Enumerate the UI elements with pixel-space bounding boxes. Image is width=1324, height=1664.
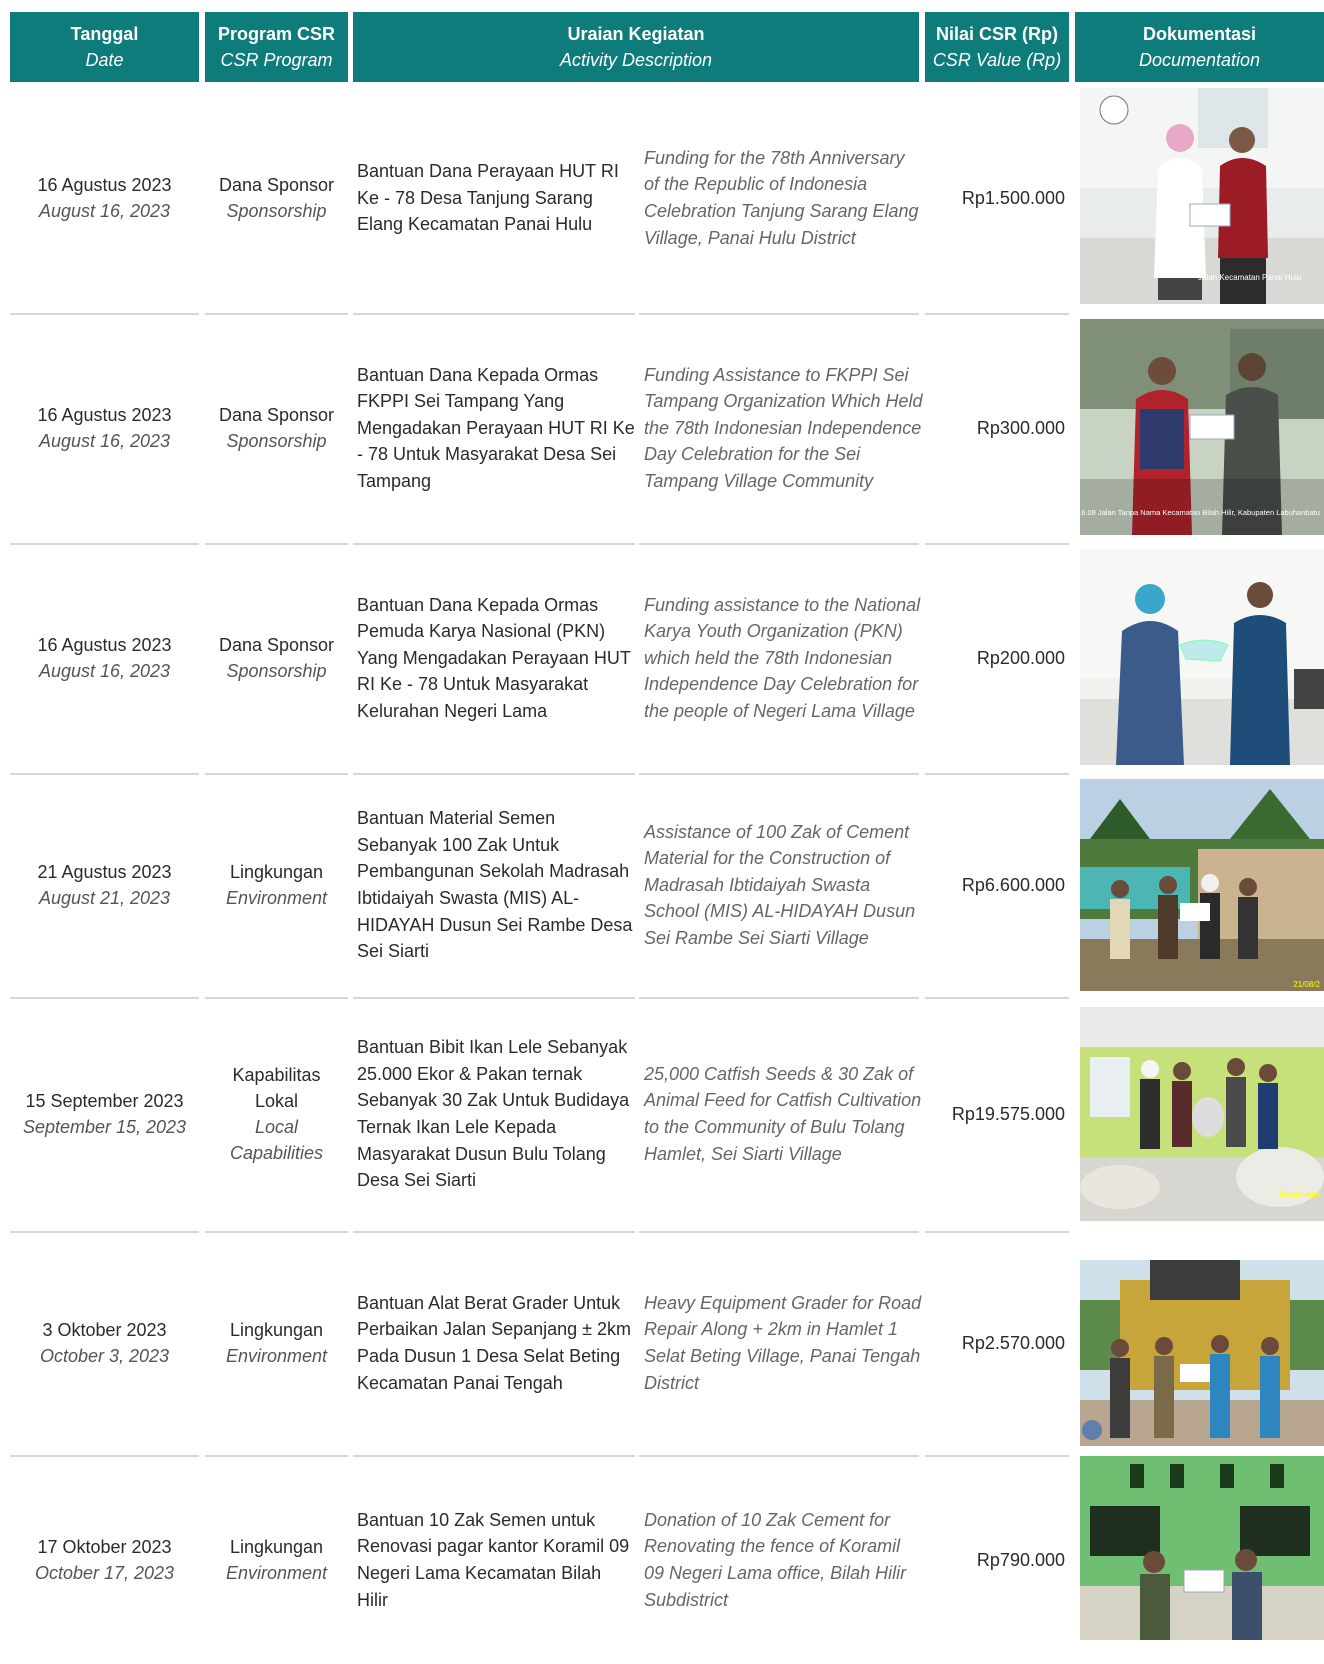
date-id: 16 Agustus 2023 [37, 405, 172, 425]
header-program-id: Program CSR [217, 24, 336, 44]
header-documentation-en: Documentation [1138, 50, 1261, 70]
table-row [0, 84, 1324, 312]
date-cell [10, 774, 199, 996]
header-activity-en: Activity Description [559, 50, 713, 70]
date-en: August 16, 2023 [38, 201, 171, 221]
program-id: Dana Sponsor [218, 635, 335, 655]
activity-description-en: Assistance of 100 Zak of Cement Material for the Construction of Madrasah Ibtidaiyah Swasta School (MIS) AL-HIDAYAH Dusun Sei Rambe Sei Siarti Village [644, 821, 916, 948]
header-date-en: Date [85, 50, 124, 70]
column-header-value [925, 12, 1069, 82]
csr-value: Rp6.600.000 [961, 874, 1065, 895]
activity-description-id: Bantuan Dana Kepada Ormas Pemuda Karya Nasional (PKN) Yang Mengadakan Perayaan HUT RI Ke - 78 Untuk Masyarakat Kelurahan Negeri Lama [357, 594, 631, 721]
activity-description-en: Funding assistance to the National Karya Youth Organization (PKN) which held the 78th Indonesian Independence Day Celebration for the people of Negeri Lama Village [644, 594, 921, 721]
date-cell [10, 84, 199, 312]
date-id: 3 Oktober 2023 [42, 1320, 167, 1340]
date-en: October 17, 2023 [34, 1563, 175, 1583]
csr-value: Rp300.000 [976, 417, 1065, 438]
photo-stamp-text: 21/08/2 [1293, 980, 1320, 989]
program-en: Environment [225, 1563, 328, 1583]
date-en: August 21, 2023 [38, 888, 171, 908]
header-date-id: Tanggal [70, 24, 139, 44]
program-id: Dana Sponsor [218, 175, 335, 195]
activity-description-en: Heavy Equipment Grader for Road Repair Along + 2km in Hamlet 1 Selat Beting Village, Panai Tengah District [644, 1292, 922, 1393]
documentation-photo [1080, 88, 1324, 304]
program-en: Environment [225, 1346, 328, 1366]
table-row [0, 1456, 1324, 1664]
table-row [0, 774, 1324, 996]
activity-description-en: Funding Assistance to FKPPI Sei Tampang Organization Which Held the 78th Indonesian Independence Day Celebration for the Sei Tampang Village Community [644, 364, 923, 491]
csr-value: Rp200.000 [976, 647, 1065, 668]
column-header-program [205, 12, 348, 82]
activity-description-id: Bantuan Dana Kepada Ormas FKPPI Sei Tampang Yang Mengadakan Perayaan HUT RI Ke - 78 Untuk Masyarakat Desa Sei Tampang [357, 364, 635, 491]
date-cell [10, 1232, 199, 1454]
date-cell [10, 998, 199, 1230]
date-id: 15 September 2023 [25, 1091, 184, 1111]
date-en: August 16, 2023 [38, 661, 171, 681]
table-row [0, 544, 1324, 772]
photo-stamp-text: 16 Agu 2023 16.08 Jalan Tanpa Nama Kecamatan Bilah Hilir, Kabupaten Labuhanbatu [1032, 508, 1320, 517]
column-header-activity [353, 12, 919, 82]
activity-description-en: Funding for the 78th Anniversary of the Republic of Indonesia Celebration Tanjung Sarang Elang Village, Panai Hulu District [644, 147, 919, 248]
documentation-photo [1080, 549, 1324, 765]
program-en: Sponsorship [226, 661, 327, 681]
program-cell [205, 314, 348, 542]
table-row [0, 1232, 1324, 1454]
activity-description-en: Donation of 10 Zak Cement for Renovating the fence of Koramil 09 Negeri Lama office, Bilah Hilir Subdistrict [644, 1509, 907, 1610]
activity-description-en: 25,000 Catfish Seeds & 30 Zak of Animal Feed for Catfish Cultivation to the Community of Bulu Tolang Hamlet, Sei Siarti Village [644, 1063, 922, 1164]
date-id: 17 Oktober 2023 [37, 1537, 172, 1557]
column-header-date [10, 12, 199, 82]
documentation-photo [1080, 1456, 1324, 1640]
program-en: Environment [225, 888, 328, 908]
header-value-id: Nilai CSR (Rp) [935, 24, 1058, 44]
program-cell [205, 1456, 348, 1664]
photo-stamp-text: Kecamatan [1279, 1190, 1320, 1199]
date-id: 21 Agustus 2023 [37, 862, 172, 882]
program-en: Local Capabilities [229, 1117, 324, 1163]
csr-value: Rp2.570.000 [961, 1332, 1065, 1353]
program-cell [205, 998, 348, 1230]
table-row [0, 314, 1324, 542]
activity-description-id: Bantuan Material Semen Sebanyak 100 Zak Untuk Pembangunan Sekolah Madrasah Ibtidaiyah Swasta (MIS) AL-HIDAYAH Dusun Sei Rambe Desa Sei Siarti [357, 808, 633, 962]
program-cell [205, 1232, 348, 1454]
csr-value: Rp1.500.000 [961, 187, 1065, 208]
csr-value: Rp790.000 [976, 1549, 1065, 1570]
header-documentation-id: Dokumentasi [1142, 24, 1257, 44]
activity-description-id: Bantuan Dana Perayaan HUT RI Ke - 78 Desa Tanjung Sarang Elang Kecamatan Panai Hulu [357, 161, 619, 235]
header-value-en: CSR Value (Rp) [932, 50, 1062, 70]
table-row [0, 998, 1324, 1230]
program-cell [205, 544, 348, 772]
program-id: Kapabilitas Lokal [232, 1065, 321, 1111]
program-id: Dana Sponsor [218, 405, 335, 425]
documentation-photo [1080, 1007, 1324, 1221]
date-id: 16 Agustus 2023 [37, 175, 172, 195]
program-cell [205, 774, 348, 996]
column-header-documentation [1075, 12, 1324, 82]
date-en: August 16, 2023 [38, 431, 171, 451]
program-id: Lingkungan [229, 1320, 324, 1340]
date-en: September 15, 2023 [22, 1117, 187, 1137]
activity-description-id: Bantuan Bibit Ikan Lele Sebanyak 25.000 Ekor & Pakan ternak Sebanyak 30 Zak Untuk Budidaya Ternak Ikan Lele Kepada Masyarakat Dusun Bulu Tolang Desa Sei Siarti [357, 1037, 630, 1191]
date-cell [10, 1456, 199, 1664]
date-cell [10, 314, 199, 542]
csr-value: Rp19.575.000 [951, 1103, 1065, 1124]
header-program-en: CSR Program [220, 50, 333, 70]
program-en: Sponsorship [226, 431, 327, 451]
program-cell [205, 84, 348, 312]
date-cell [10, 544, 199, 772]
program-id: Lingkungan [229, 1537, 324, 1557]
date-id: 16 Agustus 2023 [37, 635, 172, 655]
documentation-photo [1032, 319, 1324, 535]
program-en: Sponsorship [226, 201, 327, 221]
documentation-photo [1080, 779, 1324, 991]
date-en: October 3, 2023 [39, 1346, 170, 1366]
activity-description-id: Bantuan 10 Zak Semen untuk Renovasi pagar kantor Koramil 09 Negeri Lama Kecamatan Bilah Hilir [357, 1509, 630, 1610]
program-id: Lingkungan [229, 862, 324, 882]
header-activity-id: Uraian Kegiatan [567, 24, 705, 44]
photo-stamp-text: Jalan Kecamatan Panai Hulu [1198, 273, 1302, 282]
activity-description-id: Bantuan Alat Berat Grader Untuk Perbaikan Jalan Sepanjang ± 2km Pada Dusun 1 Desa Selat Beting Kecamatan Panai Tengah [357, 1292, 632, 1393]
documentation-photo [1080, 1260, 1324, 1446]
